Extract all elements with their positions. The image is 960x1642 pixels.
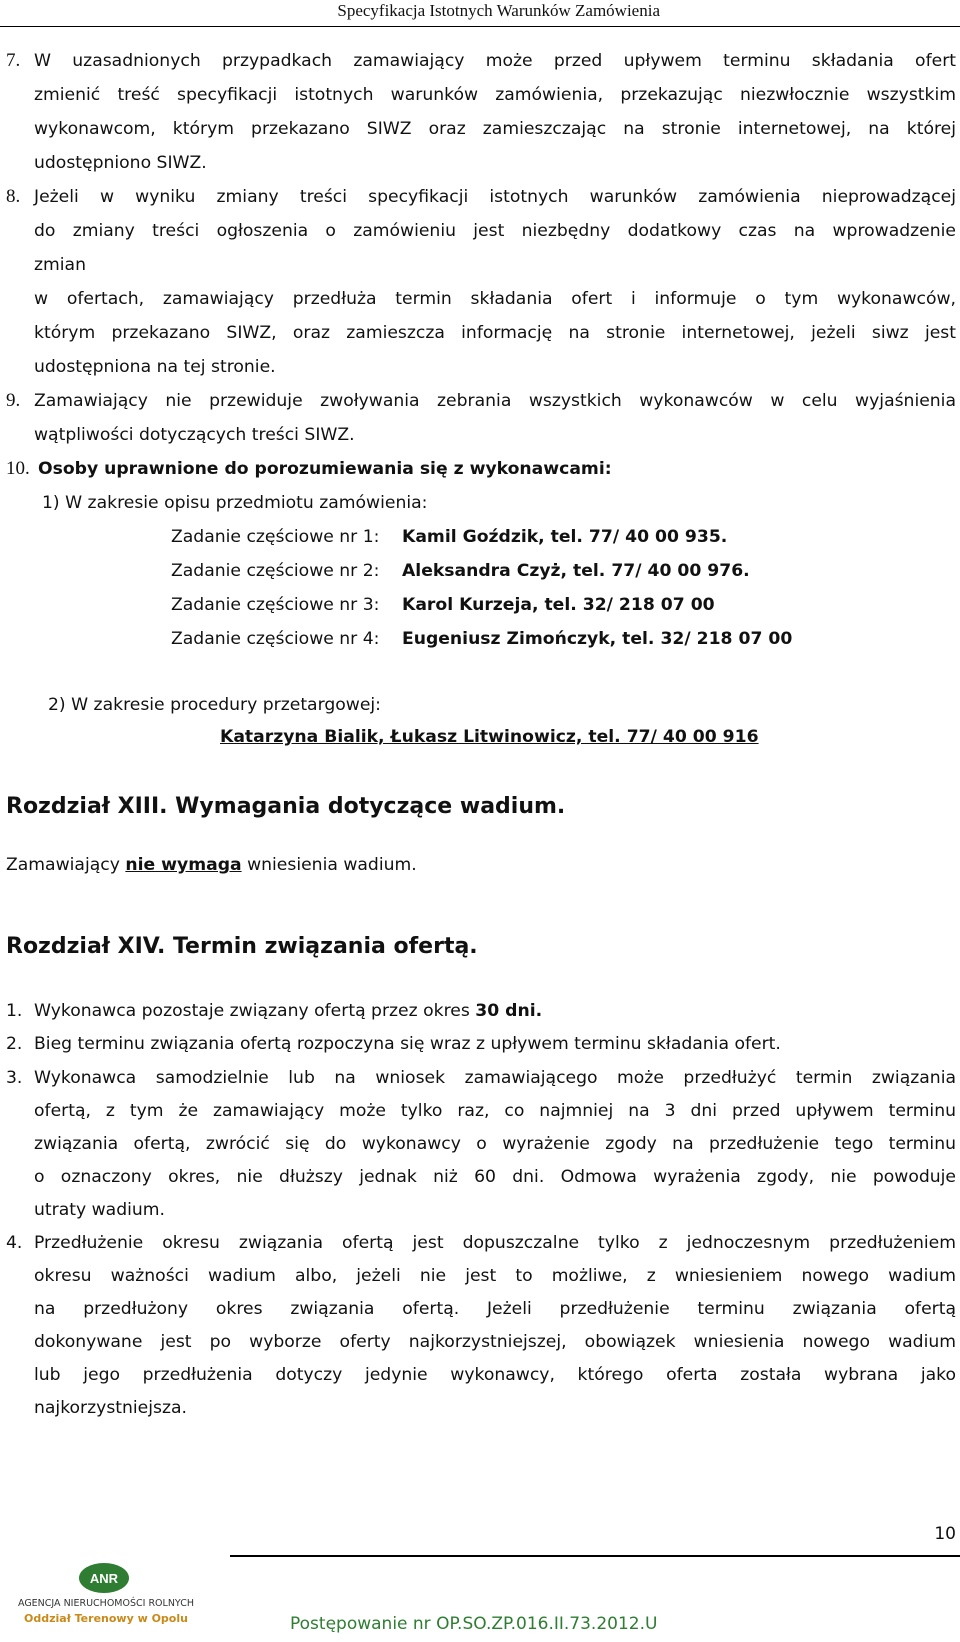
- item-8-number: 8.: [6, 186, 21, 207]
- ch14-item-2-number: 2.: [6, 1034, 23, 1054]
- contacts-procedure-heading: 2) W zakresie procedury przetargowej:: [48, 695, 381, 715]
- footer-divider: [230, 1555, 960, 1557]
- item-8-line-2: do zmiany treści ogłoszenia o zamówieniu jest niezbędny dodatkowy czas na wprowadzenie: [34, 221, 956, 241]
- ch14-item-4-line-4: dokonywane jest po wyborze oferty najkorzystniejszej, obowiązek wniesienia nowego wadium: [34, 1332, 956, 1352]
- ch14-item-3-line-5: utraty wadium.: [34, 1200, 165, 1220]
- anr-logo: [16, 1562, 196, 1634]
- contact-label-1: Zadanie częściowe nr 1:: [171, 527, 380, 547]
- item-8-line-6: udostępniona na tej stronie.: [34, 357, 276, 377]
- contact-label-4: Zadanie częściowe nr 4:: [171, 629, 380, 649]
- ch14-item-3-line-4: o oznaczony okres, nie dłuższy jednak niż 60 dni. Odmowa wyrażenia zgody, nie powoduje: [34, 1167, 956, 1187]
- procedure-contact: Katarzyna Bialik, Łukasz Litwinowicz, tel. 77/ 40 00 916: [220, 727, 759, 747]
- header-divider: [0, 26, 960, 27]
- item-7-line-2: zmienić treść specyfikacji istotnych warunków zamówienia, przekazując niezwłocznie wszystkim: [34, 85, 956, 105]
- ch14-item-3-line-2: ofertą, z tym że zamawiający może tylko raz, co najmniej na 3 dni przed upływem terminu: [34, 1101, 956, 1121]
- item-7-number: 7.: [6, 50, 21, 71]
- contact-value-4: Eugeniusz Zimończyk, tel. 32/ 218 07 00: [402, 629, 793, 649]
- item-10-title: Osoby uprawnione do porozumiewania się z wykonawcami:: [38, 459, 612, 479]
- item-8-line-4: w ofertach, zamawiający przedłuża termin składania ofert i informuje o tym wykonawców,: [34, 289, 956, 309]
- ch14-item-4-line-2: okresu ważności wadium albo, jeżeli nie jest to możliwe, z wniesieniem nowego wadium: [34, 1266, 956, 1286]
- contact-value-1: Kamil Goździk, tel. 77/ 40 00 935.: [402, 527, 728, 547]
- document-header-title: Specyfikacja Istotnych Warunków Zamówienia: [337, 1, 660, 20]
- chapter-13-text: Zamawiający nie wymaga wniesienia wadium.: [6, 855, 417, 875]
- anr-logo-line-1: AGENCJA NIERUCHOMOŚCI ROLNYCH: [17, 1598, 194, 1609]
- page-number: 10: [934, 1524, 956, 1544]
- item-9-line-2: wątpliwości dotyczących treści SIWZ.: [34, 425, 355, 445]
- item-8-line-5: którym przekazano SIWZ, oraz zamieszcza informację na stronie internetowej, jeżeli siwz jest: [34, 323, 956, 343]
- chapter-14-heading: Rozdział XIV. Termin związania ofertą.: [6, 934, 478, 959]
- contact-value-2: Aleksandra Czyż, tel. 77/ 40 00 976.: [402, 561, 750, 581]
- ch14-item-1-text: Wykonawca pozostaje związany ofertą przez okres 30 dni.: [34, 1001, 543, 1021]
- binding-period: 30 dni.: [475, 1001, 543, 1021]
- anr-logo-badge-text: ANR: [89, 1571, 119, 1586]
- item-9-line-1: Zamawiający nie przewiduje zwoływania zebrania wszystkich wykonawców w celu wyjaśnienia: [34, 391, 956, 411]
- contact-label-2: Zadanie częściowe nr 2:: [171, 561, 380, 581]
- item-7-line-4: udostępniono SIWZ.: [34, 153, 207, 173]
- procedure-number: Postępowanie nr OP.SO.ZP.016.II.73.2012.U: [290, 1614, 658, 1634]
- item-10-number: 10.: [6, 458, 30, 479]
- item-7-line-1: W uzasadnionych przypadkach zamawiający może przed upływem terminu składania ofert: [34, 51, 956, 71]
- ch14-item-4-line-6: najkorzystniejsza.: [34, 1398, 188, 1418]
- item-7-line-3: wykonawcom, którym przekazano SIWZ oraz zamieszczając na stronie internetowej, na której: [34, 119, 956, 139]
- chapter-13-heading: Rozdział XIII. Wymagania dotyczące wadium.: [6, 794, 566, 819]
- contacts-subject-heading: 1) W zakresie opisu przedmiotu zamówienia:: [42, 493, 428, 513]
- anr-logo-line-2: Oddział Terenowy w Opolu: [24, 1612, 188, 1625]
- ch14-item-3-number: 3.: [6, 1068, 23, 1088]
- item-9-number: 9.: [6, 390, 21, 411]
- ch14-item-2-text: Bieg terminu związania ofertą rozpoczyna się wraz z upływem terminu składania ofert.: [34, 1034, 781, 1054]
- ch14-item-4-number: 4.: [6, 1233, 23, 1253]
- anr-logo-badge-icon: [78, 1562, 130, 1594]
- ch14-item-4-line-1: Przedłużenie okresu związania ofertą jest dopuszczalne tylko z jednoczesnym przedłużeniem: [34, 1233, 956, 1253]
- ch14-item-3-line-3: związania ofertą, zwrócić się do wykonawcy o wyrażenie zgody na przedłużenie tego terminu: [34, 1134, 956, 1154]
- ch14-item-1-number: 1.: [6, 1001, 23, 1021]
- ch14-item-3-line-1: Wykonawca samodzielnie lub na wniosek zamawiającego może przedłużyć termin związania: [34, 1068, 956, 1088]
- ch14-item-4-line-5: lub jego przedłużenia dotyczy jedynie wykonawcy, którego oferta została wybrana jako: [34, 1365, 956, 1385]
- item-8-line-3: zmian: [34, 255, 86, 275]
- contact-value-3: Karol Kurzeja, tel. 32/ 218 07 00: [402, 595, 715, 615]
- chapter-13-emphasis: nie wymaga: [125, 855, 242, 875]
- ch14-item-4-line-3: na przedłużony okres związania ofertą. Jeżeli przedłużenie terminu związania ofertą: [34, 1299, 956, 1319]
- contact-label-3: Zadanie częściowe nr 3:: [171, 595, 380, 615]
- item-8-line-1: Jeżeli w wyniku zmiany treści specyfikacji istotnych warunków zamówienia nieprowadzącej: [34, 187, 956, 207]
